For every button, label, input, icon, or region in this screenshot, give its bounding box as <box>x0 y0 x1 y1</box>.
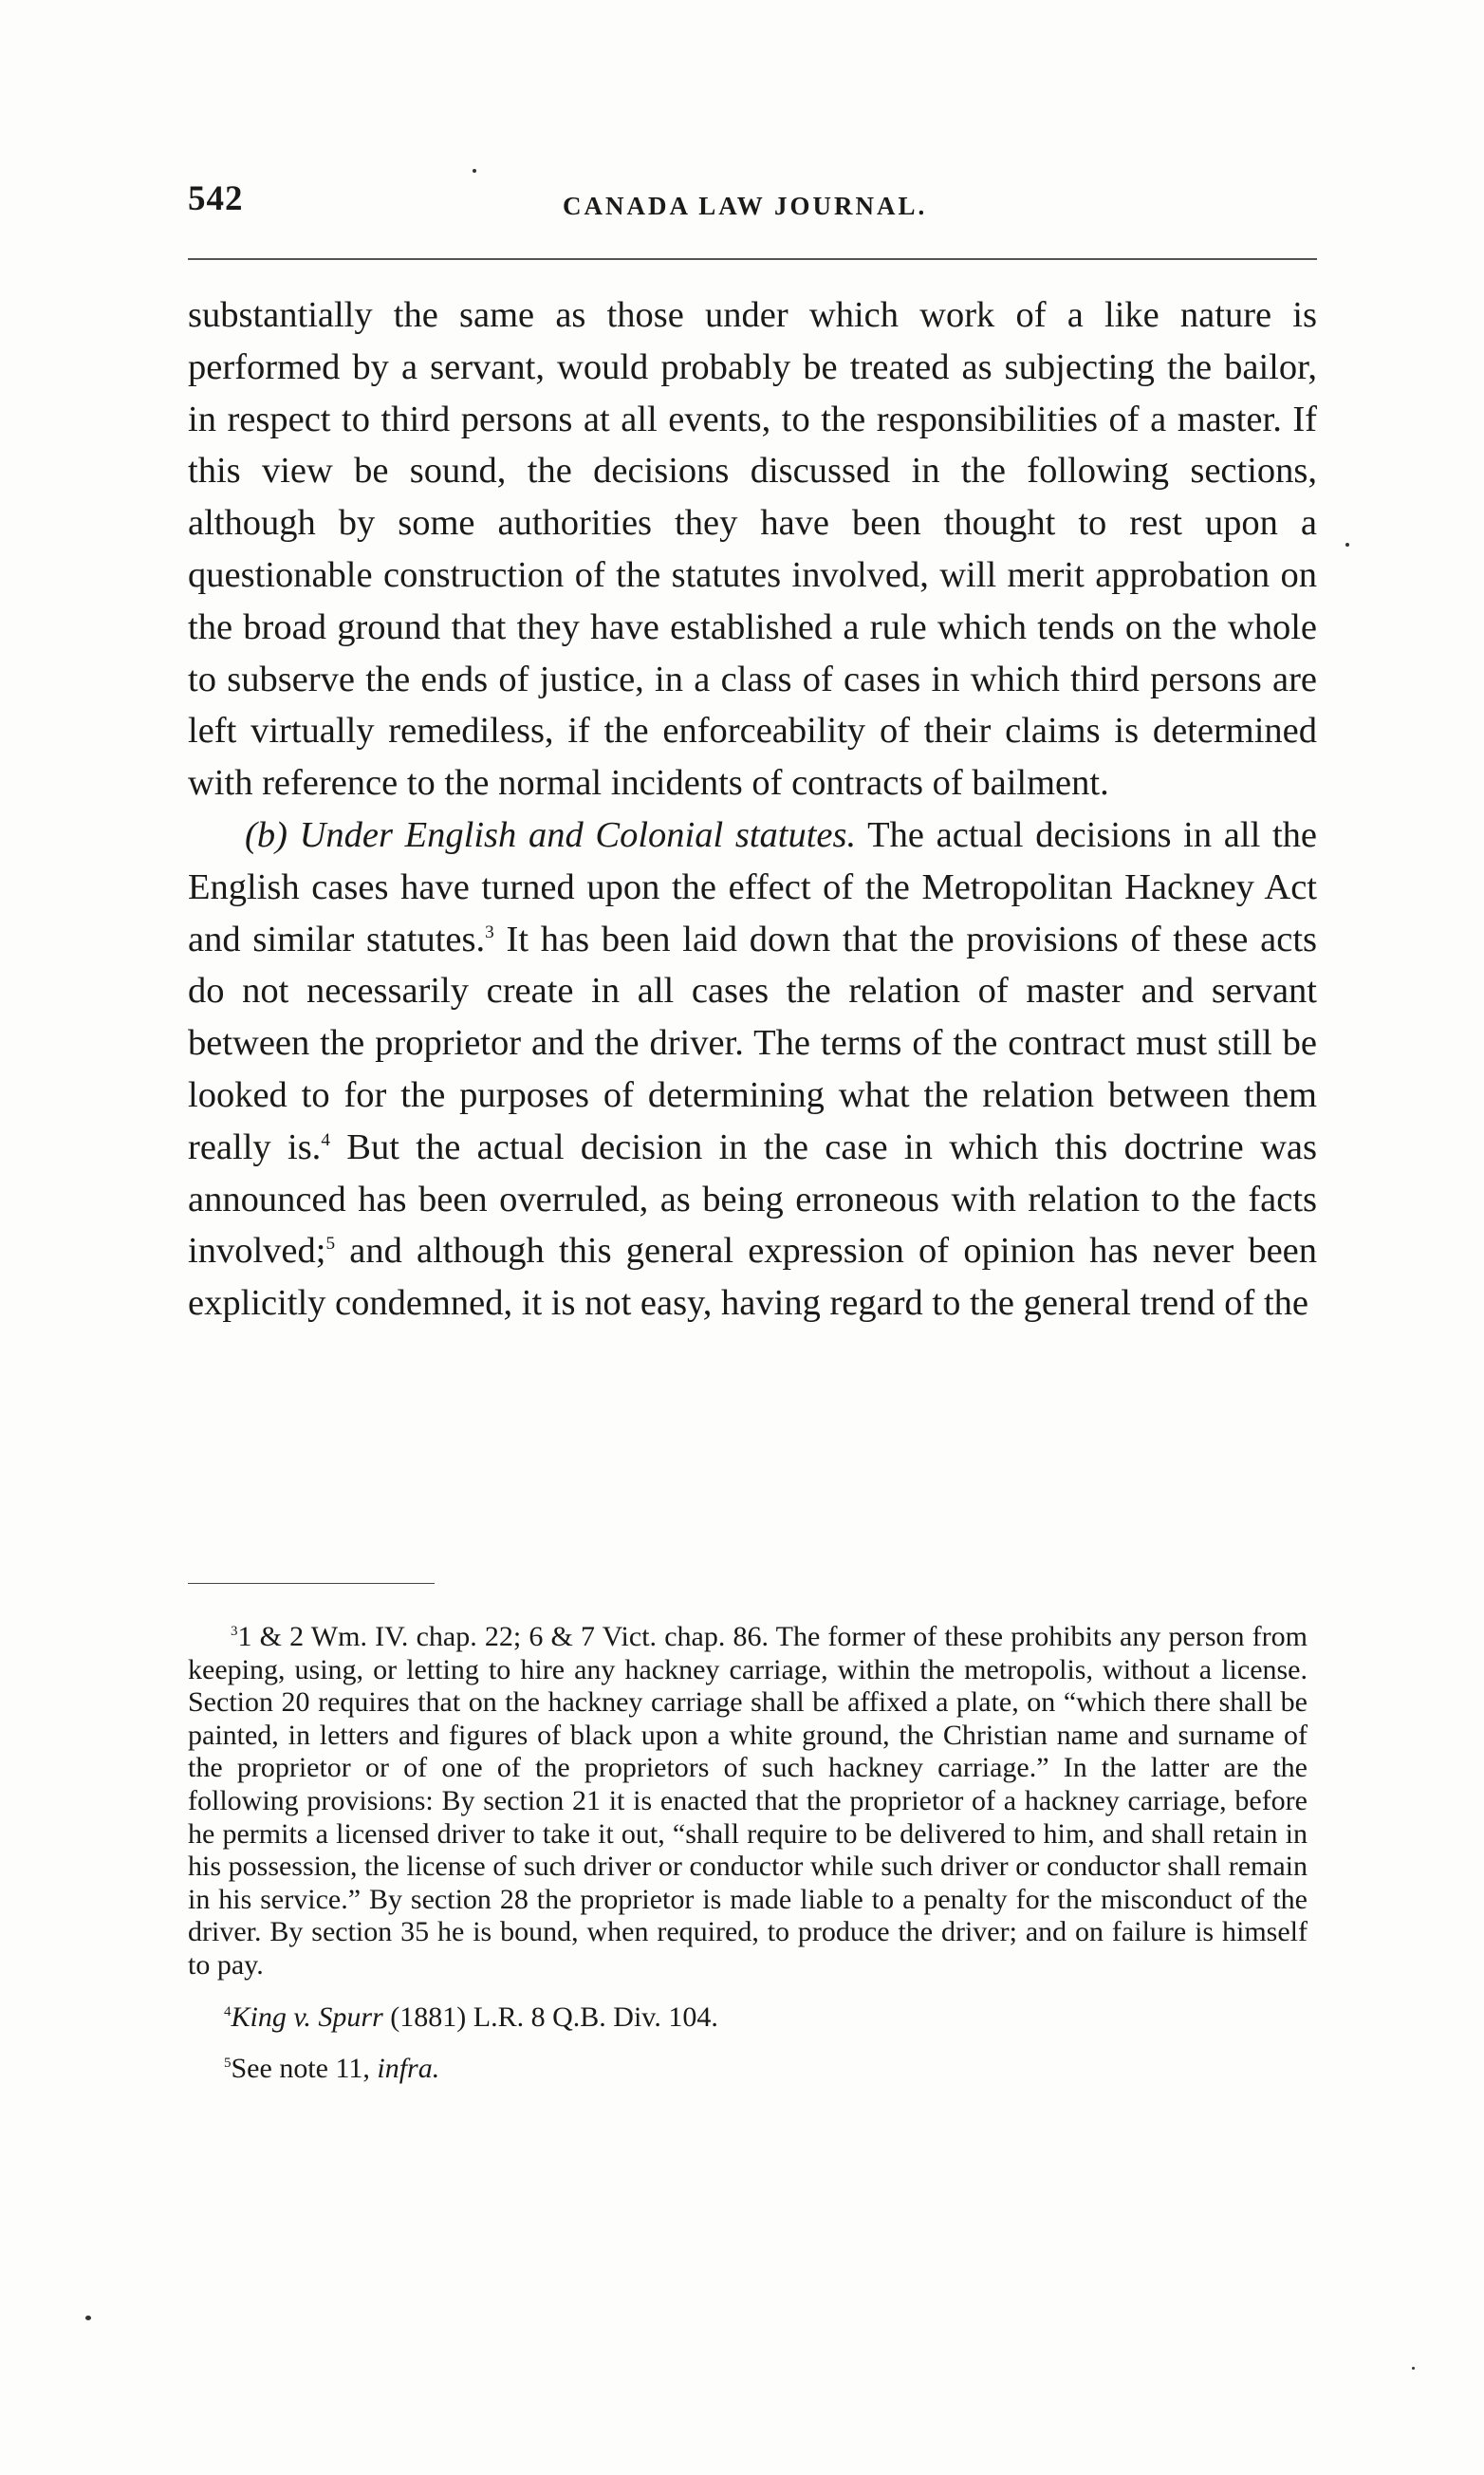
page-header <box>188 178 1317 235</box>
paragraph-2 <box>188 809 1317 1330</box>
footnote-4-mark: 4 <box>224 2003 232 2019</box>
footnote-rule <box>188 1583 435 1584</box>
footnote-ref-3: 3 <box>485 921 494 942</box>
footnote-3-mark: 3 <box>231 1624 238 1639</box>
footnote-ref-5: 5 <box>325 1234 336 1255</box>
footnote-ref-4: 4 <box>321 1129 330 1150</box>
page-number: 542 <box>188 179 244 218</box>
header-rule <box>188 258 1317 260</box>
footnote-5-mark: 5 <box>224 2056 232 2072</box>
paragraph-1: substantially the same as those under which work of a like nature is performed by a servant, would probably be treated as subjecting the bailor, in respect to third persons at all events, to the responsibilities of a master. If this view be sound, the decisions discussed in the following sections, although by some authorities they have been thought to rest upon a questionable construction of the statutes involved, will merit approbation on the broad ground that they have established a rule which tends on the whole to subserve the ends of justice, in a class of cases in which third persons are left virtually remediless, if the enforceability of their claims is determined with reference to the normal incidents of contracts of bailment. <box>188 295 1317 804</box>
section-label: (b) <box>245 814 288 855</box>
footnotes <box>188 1621 1308 2086</box>
footnote-5 <box>188 2053 1308 2086</box>
footnote-5-text: See note 11, <box>231 2053 370 2085</box>
scan-speck <box>1412 2367 1415 2370</box>
footnote-4-citation: (1881) L.R. 8 Q.B. Div. 104. <box>390 2000 718 2033</box>
section-heading: Under English and Colonial statutes. <box>299 814 857 855</box>
footnote-3-text: 1 & 2 Wm. IV. chap. 22; 6 & 7 Vict. chap. 86. The former of these prohibits any person from keeping, using, or letting to hire any hackney carriage, within the metropolis, without a license. Section 20 requires that on the hackney carriage shall be affixed a plate, on “which there shall be painted, in letters and figures of black upon a white ground, the Christian name and surname of the proprietor or of one of the proprietors of such hackney carriage.” In the latter are the following provisions: By section 21 it is enacted that the proprietor of a hackney carriage, before he permits a licensed driver to take it out, “shall require to be delivered to him, and shall retain in his possession, the license of such driver or conductor while such driver or conductor shall remain in his service.” By section 28 the proprietor is made liable to a penalty for the misconduct of the driver. By section 35 he is bound, when required, to produce the driver; and on failure is himself to pay. <box>188 1621 1308 1981</box>
paragraph-2-part-1: The actual decisions in all the English cases have turned upon the effect of the Metropolitan Hackney Act and similar statutes. <box>188 814 1317 959</box>
running-head: CANADA LAW JOURNAL. <box>563 192 928 220</box>
paragraph-2-part-3: But the actual decision in the case in which this doctrine was announced has been overruled, as being erroneous with relation to the facts involved; <box>188 1126 1317 1272</box>
footnote-4 <box>188 2001 1308 2035</box>
scan-speck <box>473 169 476 173</box>
footnote-5-italic: infra. <box>377 2053 440 2085</box>
paragraph-2-part-2: It has been laid down that the provisions of these acts do not necessarily create in all cases the relation of master and servant between the proprietor and the driver. The terms of the contract must still be looked to for the purposes of determining what the relation between them really is. <box>188 919 1318 1167</box>
body-text <box>188 289 1317 1330</box>
paragraph-2-part-4: and although this general expression of opinion has never been explicitly condemned, it is not easy, having regard to the general trend of the <box>188 1231 1318 1324</box>
scan-speck <box>1345 543 1349 547</box>
scan-speck <box>85 2316 91 2320</box>
footnote-3 <box>188 1621 1308 1982</box>
footnote-4-case: King v. Spurr <box>231 2000 383 2033</box>
